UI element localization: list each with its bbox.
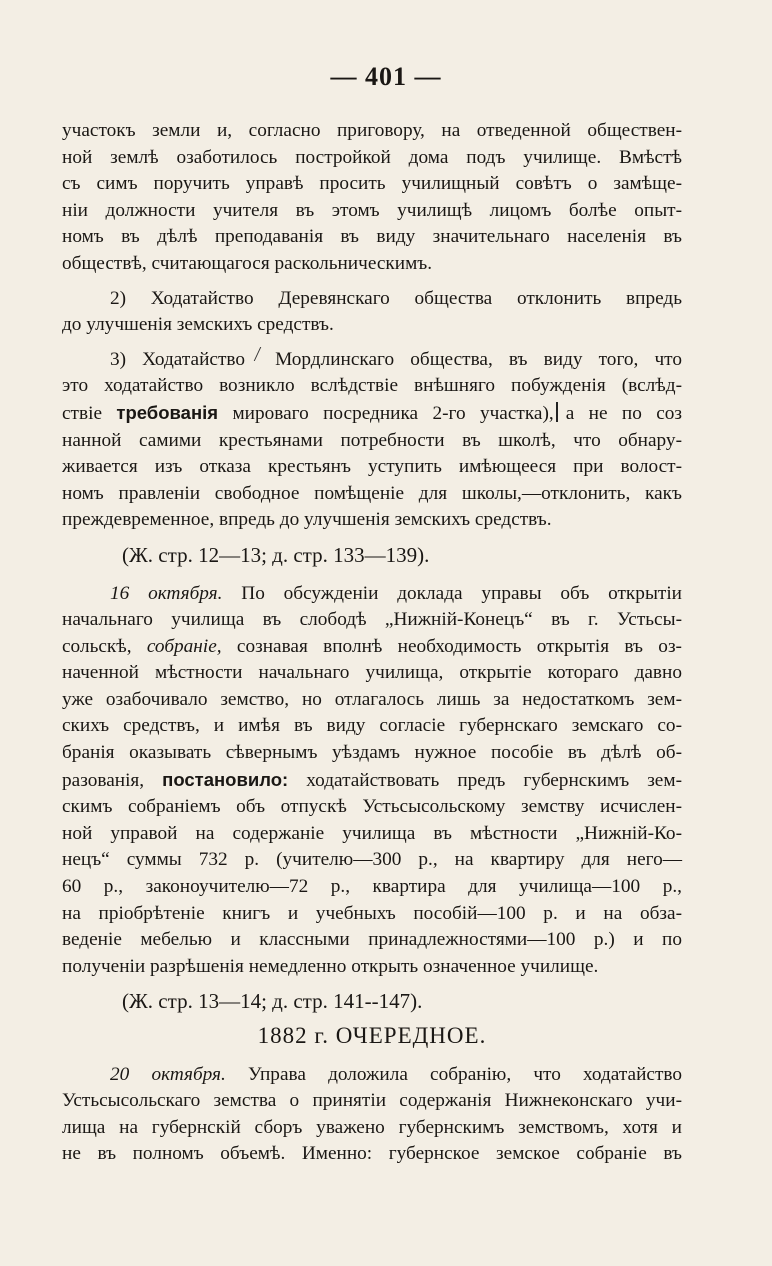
text-line	[62, 347, 682, 374]
text-line: ной управой на содержаніе училища въ мѣстности „Нижній-Ко-	[62, 822, 682, 844]
text-line: начальнаго училища въ слободѣ „Нижній-Конецъ“ въ г. Устьсы-	[62, 609, 682, 631]
text-fragment: а не по соз	[565, 402, 683, 424]
bold-text: требованія	[116, 401, 219, 423]
spacer	[62, 1015, 682, 1023]
text-fragment: Мордлинскаго общества, въ виду того, что	[275, 348, 682, 370]
text-fragment: Управа доложила собранію, что ходатайство	[248, 1063, 682, 1085]
text-fragment: мироваго посредника 2-го участка),	[232, 402, 554, 424]
text-line: полученіи разрѣшенія немедленно открыть означенное училище.	[62, 955, 599, 977]
page-number: — 401 —	[330, 62, 442, 91]
paragraph-5	[62, 1062, 682, 1168]
spacer	[62, 569, 682, 581]
section-heading: 1882 г. ОЧЕРЕДНОЕ.	[257, 1023, 487, 1048]
text-line	[62, 400, 682, 428]
text-line: веденіе мебелью и классными принадлежностями—100 р.) и по	[62, 929, 682, 951]
text-line: наченной мѣстности начальнаго училища, открытіе котораго давно	[62, 662, 682, 684]
text-line	[62, 1062, 682, 1089]
text-line: номъ въ дѣлѣ преподаванія въ виду значительнаго населенія въ	[62, 226, 682, 248]
citation: (Ж. стр. 13—14; д. стр. 141--147).	[122, 989, 423, 1014]
date-label: 20 октября.	[110, 1063, 226, 1085]
text-line: уже озабочивало земство, но отлагалось лишь за недостаткомъ зем-	[62, 688, 682, 710]
text-line: 2) Ходатайство Деревянскаго общества отклонить впредь	[110, 287, 682, 309]
text-line: нецъ“ суммы 732 р. (учителю—300 р., на квартиру для него—	[62, 849, 682, 871]
text-line: бранія оказывать сѣвернымъ уѣздамъ нужное пособіе въ дѣлѣ об-	[62, 742, 682, 764]
text-fragment: сольскѣ,	[62, 635, 132, 657]
spacer	[62, 278, 682, 286]
text-line: до улучшенія земскихъ средствъ.	[62, 314, 334, 336]
paragraph-3	[62, 347, 682, 534]
bold-text: постановило:	[162, 768, 289, 790]
text-fragment: разованія,	[62, 769, 145, 791]
spacer	[62, 339, 682, 347]
text-line: на пріобрѣтеніе книгъ и учебныхъ пособій—100 р. и на обза-	[62, 902, 682, 924]
text-line: съ симъ поручить управѣ просить училищный совѣтъ о замѣще-	[62, 173, 682, 195]
spacer	[62, 1050, 682, 1062]
citation: (Ж. стр. 12—13; д. стр. 133—139).	[122, 542, 430, 567]
date-label: 16 октября.	[110, 582, 223, 604]
text-line: участокъ земли и, согласно приговору, на отведенной обществен-	[62, 120, 682, 141]
text-line: Устьсысольскаго земства о принятіи содержанія Нижнеконскаго учи-	[62, 1090, 682, 1112]
text-line: это ходатайство возникло вслѣдствіе внѣшняго побужденія (вслѣд-	[62, 375, 682, 397]
text-line: обществѣ, считающагося раскольническимъ.	[62, 252, 433, 274]
paragraph-2	[62, 286, 682, 339]
text-line: 60 р., законоучителю—72 р., квартира для училища—100 р.,	[62, 876, 682, 898]
text-line: ніи должности учителя въ этомъ училищѣ лицомъ болѣе опыт-	[62, 199, 682, 221]
text-fragment: сознавая вполнѣ необходимость открытія въ оз-	[236, 635, 682, 657]
text-line: не въ полномъ объемѣ. Именно: губернское земское собраніе въ	[62, 1143, 682, 1165]
text-line: скимъ собраніемъ объ отпускѣ Устьсысольскому земству исчислен-	[62, 796, 682, 818]
text-line: нанной самими крестьянами потребности въ школѣ, что обнару-	[62, 429, 682, 451]
text-line: скихъ средствъ, и имѣя въ виду согласіе губернскаго земскаго со-	[62, 715, 682, 737]
text-line: номъ правленіи свободное помѣщеніе для школы,—отклонить, какъ	[62, 482, 682, 504]
text-fragment: ствіе	[62, 402, 103, 424]
text-line: преждевременное, впредь до улучшенія земскихъ средствъ.	[62, 509, 552, 531]
text-line	[62, 581, 682, 608]
italic-text: собраніе,	[146, 635, 222, 657]
text-line: ной землѣ озаботилось постройкой дома подъ училище. Вмѣстѣ	[62, 146, 682, 168]
spacer	[62, 534, 682, 542]
text-line	[62, 634, 682, 661]
text-fragment: 3) Ходатайство	[110, 348, 245, 370]
text-fragment: По обсужденіи доклада управы объ открытіи	[241, 582, 682, 604]
text-fragment: ходатайствовать предъ губернскимъ зем-	[306, 769, 682, 791]
paragraph-1	[62, 118, 682, 278]
text-line	[62, 767, 682, 795]
text-line: живается изъ отказа крестьянъ уступить имѣющееся при волост-	[62, 456, 682, 478]
spacer	[62, 980, 682, 988]
page-text	[62, 118, 682, 1168]
text-line: лища на губернскій сборъ уважено губернскимъ земствомъ, хотя и	[62, 1116, 682, 1138]
margin-bracket-icon	[556, 402, 564, 422]
paragraph-4	[62, 581, 682, 981]
